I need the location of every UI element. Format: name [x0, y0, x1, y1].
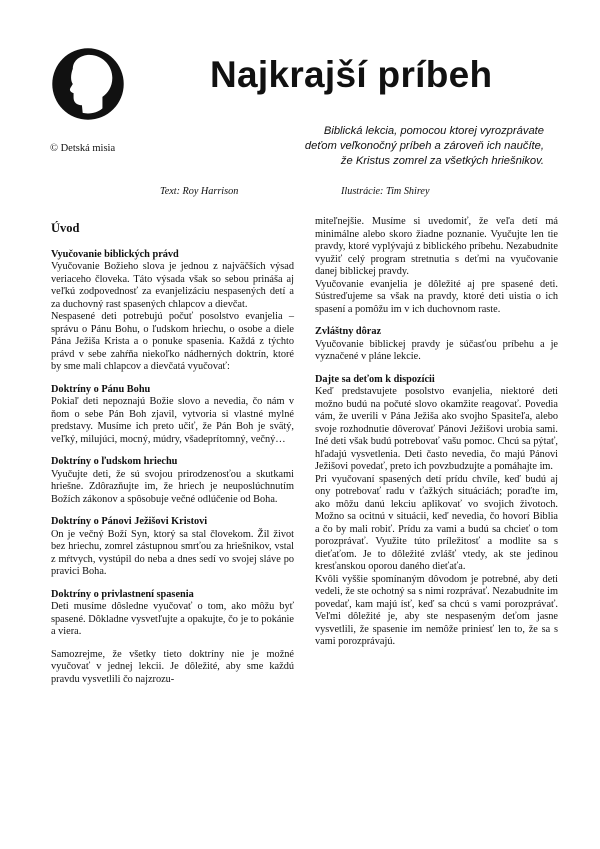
paragraph: Deti musíme dôsledne vyučovať o tom, ako môžu byť spasené. Dôkladne vysvetľujte a opakujte, čo je to pokánie a viera. [51, 601, 294, 637]
intro-heading: Úvod [51, 221, 80, 235]
paragraph: Pokiaľ deti nepoznajú Božie slovo a nevedia, čo nám v ňom o sebe Pán Boh zjavil, vytvoria si vlastné mylné predstavy. Musíme ich preto učiť, že Pán Boh je svätý, veľký, milujúci, mocný, múdry, všadeprítomný, večný… [51, 396, 294, 445]
section-title: Doktríny o Pánovi Ježišovi Kristovi [51, 516, 208, 527]
subtitle [305, 124, 544, 169]
credit-illustrator: Ilustrácie: Tim Shirey [341, 186, 430, 197]
right-column [315, 216, 558, 659]
section-doctrines-salvation [51, 589, 294, 639]
paragraph: Kvôli vyššie spomínaným dôvodom je potrebné, aby deti vedeli, že ste ochotný sa s nimi rozprávať. Nezabudnite im povedať, kam majú ísť, keď sa chcú s vami porozprávať. Veľmi dôležité je, aby ste nespaseným deťom jasne vysvetlili, že spasenie im nemôže priniesť len to, že sa s vami porozprávajú. [315, 573, 558, 647]
paragraph: On je večný Boží Syn, ktorý sa stal človekom. Žil život bez hriechu, zomrel zástupnou smrťou za hriešnikov, vstal z mŕtvych, vystúpil do neba a dnes sedí vo svojej sláve po pravici Boha. [51, 528, 294, 577]
paragraph: Vyučujte deti, že sú svojou prirodzenosťou a skutkami hriešne. Zdôrazňujte im, že hriech je neuposlúchnutím Božích zákonov a spôsobuje večné odlúčenie od Boha. [51, 468, 294, 505]
section-doctrines-sin [51, 456, 294, 506]
paragraph: Samozrejme, že všetky tieto doktríny nie je možné vyučovať v jednej lekcii. Je dôležité, aby sme každú pravdu vysvetlili čo najzrozu- [51, 648, 294, 685]
section-title: Doktríny o ľudskom hriechu [51, 456, 178, 467]
logo [50, 46, 126, 122]
section-teaching-truths [51, 249, 294, 374]
subtitle-line: deťom veľkonočný príbeh a zároveň ich naučíte, [304, 140, 544, 152]
section-doctrines-god [51, 384, 294, 447]
section-special-emphasis [315, 326, 558, 364]
paragraph: Keď predstavujete posolstvo evanjelia, niektoré deti možno budú na počuté slovo okamžite reagovať. Povedia vám, že uverili v Pána Ježiša ako svojho Spasiteľa, alebo svoje rozhodnutie dôverovať Pánovi Ježišovi urobia sami. Iné deti však budú potrebovať vašu pomoc. Chcú sa pýtať, hľadajú vysvetlenia. Deti často nevedia, čo majú Pánovi Ježišovi povedať, preto ich povzbudzujte a pomáhajte im. [315, 386, 558, 472]
section-doctrines-christ [51, 516, 294, 579]
paragraph: Vyučovanie evanjelia je dôležité aj pre spasené deti. Sústreďujeme sa však na pravdy, ktoré deti uistia o ich spasení a pomôžu im v ich duchovnom raste. [315, 278, 558, 315]
page-title: Najkrajší príbeh [210, 54, 493, 95]
section-continuation [315, 216, 558, 316]
section-availability [315, 374, 558, 649]
section-title: Doktríny o Pánu Bohu [51, 383, 151, 395]
section-title: Zvláštny dôraz [315, 326, 382, 337]
section-closing-note [51, 649, 294, 687]
paragraph: miteľnejšie. Musíme si uvedomiť, že veľa detí má minimálne alebo skoro žiadne poznanie. Vyučujte len tie pravdy, ktoré vyplývajú z biblického príbehu. Nezabudnite využiť celý program stretnutia s deťmi na vyučovanie danej biblickej pravdy. [315, 216, 558, 277]
paragraph: Vyučovanie Božieho slova je jednou z najväčších výsad veriaceho človeka. Táto výsada však so sebou prináša aj veľkú zodpovednosť za evanjelizáciu nespasených detí a za duchovný rast spasených chlapcov a dievčat. [51, 261, 294, 310]
subtitle-line: že Kristus zomrel za všetkých hriešnikov. [340, 155, 544, 167]
credit-text-author: Text: Roy Harrison [160, 186, 239, 197]
section-title: Doktríny o privlastnení spasenia [51, 588, 194, 600]
copyright-notice: © Detská misia [50, 143, 116, 154]
section-title: Dajte sa deťom k dispozícii [315, 373, 435, 385]
subtitle-line: Biblická lekcia, pomocou ktorej vyrozprávate [323, 125, 544, 137]
paragraph: Vyučovanie biblickej pravdy je súčasťou príbehu a je vyznačené v pláne lekcie. [315, 338, 558, 362]
paragraph: Nespasené deti potrebujú počuť posolstvo evanjelia – správu o Pánu Bohu, o ľudskom hriechu, o osobe a diele Pána Ježiša Krista a o ponuke spasenia. Každá z týchto právd v sebe zahŕňa niekoľko nádherných doktrín, ktoré by sme mali chlapcov a dievčatá vyučovať: [51, 311, 294, 372]
left-column [51, 222, 294, 696]
paragraph: Pri vyučovaní spasených detí prídu chvíle, keď budú aj ony potrebovať radu v ťažkých situáciách; poraďte im, ako môžu danú lekciu aplikovať vo svojich životoch. Možno sa ocitnú v situácii, keď nevedia, čo hovorí Biblia a čo by mali robiť. Prídu za vami a budú sa chcieť o tom porozprávať. Využite túto príležitosť a modlite sa s dieťaťom. Je to dôležité zvlášť vtedy, ak ste jedinou kresťanskou oporou daného dieťaťa. [315, 473, 558, 572]
section-title: Vyučovanie biblických právd [51, 248, 179, 260]
